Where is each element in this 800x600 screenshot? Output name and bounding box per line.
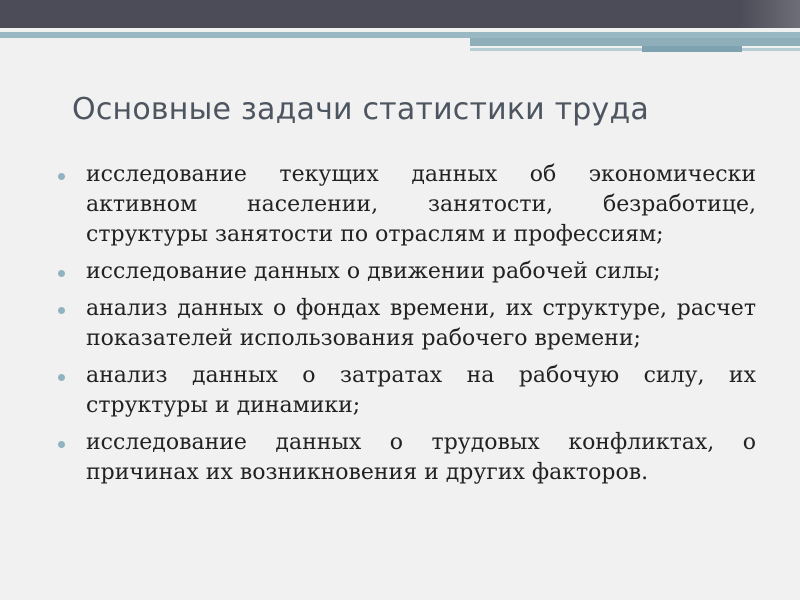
bullet-dot-icon xyxy=(58,173,65,180)
accent-segment xyxy=(642,46,742,52)
bullet-dot-icon xyxy=(58,270,65,277)
bullet-dot-icon xyxy=(58,374,65,381)
bullet-item xyxy=(58,428,756,488)
bullet-text: исследование данных о трудовых конфликтах, о причинах их возникновения и других факторов. xyxy=(86,430,756,485)
bullet-item xyxy=(58,160,756,250)
bullet-item xyxy=(58,257,756,287)
bullet-text: исследование текущих данных об экономически активном населении, занятости, безработице, структуры занятости по отраслям и профессиям; xyxy=(86,162,756,247)
bullet-dot-icon xyxy=(58,307,65,314)
bullet-text: анализ данных о фондах времени, их структуре, расчет показателей использования рабочего времени; xyxy=(86,296,756,351)
accent-block xyxy=(470,38,800,46)
top-bar-highlight xyxy=(740,0,800,28)
bullet-text: анализ данных о затратах на рабочую силу, их структуры и динамики; xyxy=(86,363,756,418)
accent-thin-stripe xyxy=(470,48,800,51)
slide-title: Основные задачи статистики труда xyxy=(72,92,650,127)
top-decorative-bar xyxy=(0,0,800,28)
bullet-item xyxy=(58,294,756,354)
bullet-item xyxy=(58,361,756,421)
bullet-text: исследование данных о движении рабочей силы; xyxy=(86,259,661,284)
bullet-list xyxy=(58,160,756,495)
bullet-dot-icon xyxy=(58,441,65,448)
